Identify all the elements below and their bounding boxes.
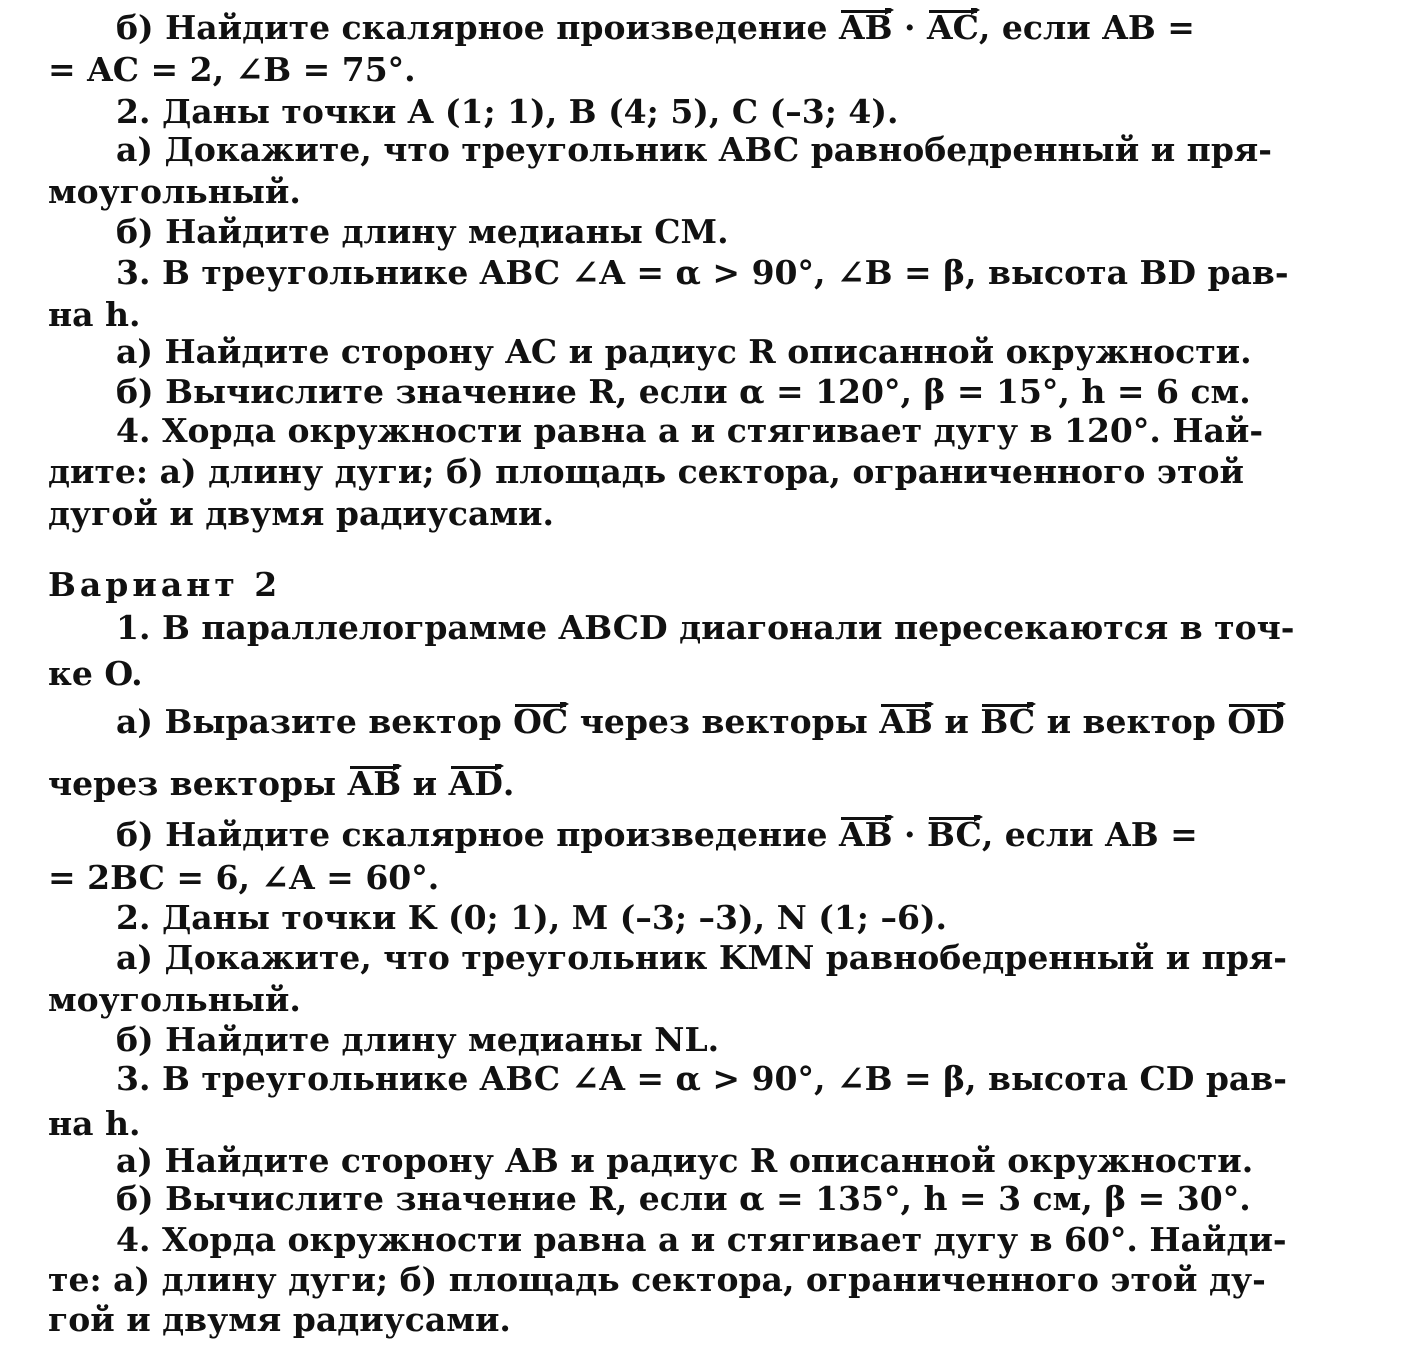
task-heading: 2. Даны точки A (1; 1), B (4; 5), C (–3; 4). bbox=[116, 92, 899, 131]
text-line: моугольный. bbox=[48, 172, 301, 211]
task-heading: 4. Хорда окружности равна a и стягивает дугу в 60°. Найди- bbox=[116, 1220, 1287, 1259]
text-line: а) Выразите вектор OC через векторы AB и BC и вектор OD bbox=[116, 702, 1285, 741]
task-heading: 3. В треугольнике ABC ∠A = α > 90°, ∠B = β, высота BD рав- bbox=[116, 253, 1289, 292]
text-line: дите: а) длину дуги; б) площадь сектора, ограниченного этой bbox=[48, 452, 1244, 491]
vector-bc: BC bbox=[927, 815, 982, 854]
text-line: на h. bbox=[48, 295, 141, 334]
vector-ab: AB bbox=[879, 702, 933, 741]
text-line: а) Найдите сторону AC и радиус R описанной окружности. bbox=[116, 332, 1252, 371]
vector-ac: AC bbox=[927, 8, 979, 47]
text-line: дугой и двумя радиусами. bbox=[48, 494, 555, 533]
text-line: через векторы AB и AD. bbox=[48, 764, 515, 803]
vector-oc: OC bbox=[513, 702, 569, 741]
vector-bc: BC bbox=[980, 702, 1036, 741]
task-heading: 4. Хорда окружности равна a и стягивает дугу в 120°. Най- bbox=[116, 411, 1264, 450]
variant-heading: Вариант 2 bbox=[48, 565, 282, 604]
text-line: ке O. bbox=[48, 654, 143, 693]
vector-ab: AB bbox=[839, 8, 893, 47]
text-line: = AC = 2, ∠B = 75°. bbox=[48, 50, 416, 89]
task-heading: 2. Даны точки K (0; 1), M (–3; –3), N (1; –6). bbox=[116, 898, 948, 937]
text-line: те: а) длину дуги; б) площадь сектора, ограниченного этой ду- bbox=[48, 1260, 1266, 1299]
text-line: а) Докажите, что треугольник KMN равнобедренный и пря- bbox=[116, 938, 1287, 977]
vector-ab: AB bbox=[347, 764, 402, 803]
vector-ad: AD bbox=[448, 764, 503, 803]
text-line: моугольный. bbox=[48, 980, 301, 1019]
text-line: б) Найдите скалярное произведение AB · BC, если AB = bbox=[116, 815, 1198, 854]
vector-od: OD bbox=[1227, 702, 1285, 741]
task-heading: 3. В треугольнике ABC ∠A = α > 90°, ∠B = β, высота CD рав- bbox=[116, 1059, 1287, 1098]
text-line: б) Найдите скалярное произведение AB · AC, если AB = bbox=[116, 8, 1195, 47]
text-line: а) Найдите сторону AB и радиус R описанной окружности. bbox=[116, 1141, 1254, 1180]
task-heading: 1. В параллелограмме ABCD диагонали пересекаются в точ- bbox=[116, 608, 1295, 647]
text-line: = 2BC = 6, ∠A = 60°. bbox=[48, 858, 440, 897]
text-line: б) Вычислите значение R, если α = 135°, h = 3 см, β = 30°. bbox=[116, 1179, 1251, 1218]
text-line: а) Докажите, что треугольник ABC равнобедренный и пря- bbox=[116, 130, 1272, 169]
text-line: на h. bbox=[48, 1104, 141, 1143]
text-line: б) Найдите длину медианы CM. bbox=[116, 212, 729, 251]
text-line: гой и двумя радиусами. bbox=[48, 1300, 511, 1339]
text-line: б) Найдите длину медианы NL. bbox=[116, 1020, 720, 1059]
text-line: б) Вычислите значение R, если α = 120°, β = 15°, h = 6 см. bbox=[116, 372, 1251, 411]
vector-ab: AB bbox=[839, 815, 893, 854]
